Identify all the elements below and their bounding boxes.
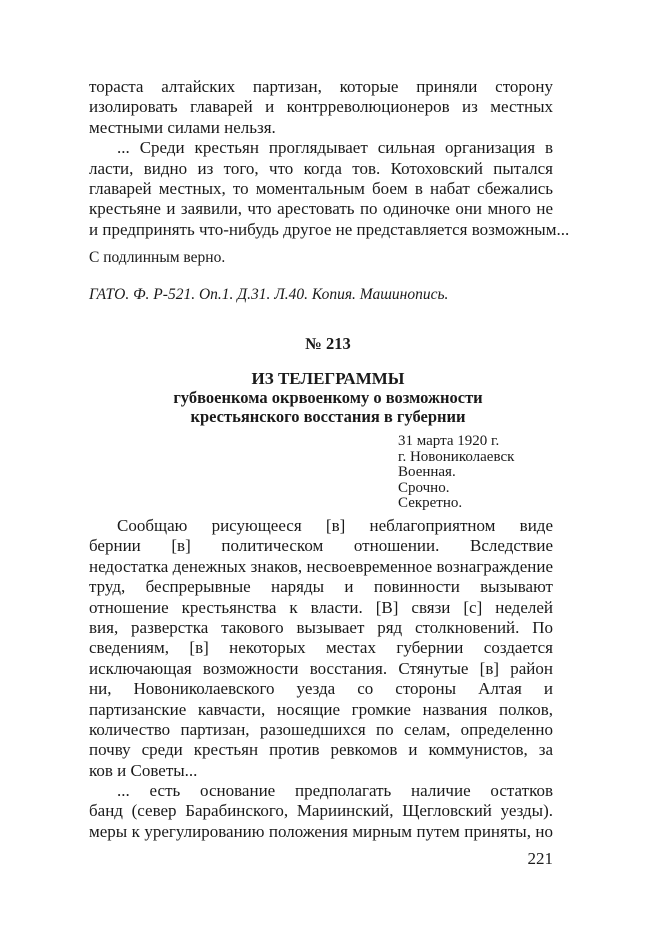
certification-note: С подлинным верно. bbox=[89, 249, 226, 266]
previous-document-text bbox=[89, 77, 570, 240]
text-line: ... есть основание предполагать наличие остатков bbox=[117, 781, 553, 801]
text-line: отношение крестьянства к власти. [В] связи [с] неделей bbox=[89, 597, 553, 617]
text-line: главарей местных, то моментальным боем в набат сбежались bbox=[89, 178, 553, 198]
text-line: меры к урегулированию положения мирным путем приняты, но bbox=[89, 821, 553, 841]
meta-place: г. Новониколаевск bbox=[398, 448, 515, 465]
text-line: исключающая возможности восстания. Стянутые [в] район bbox=[89, 658, 553, 678]
document-title bbox=[0, 369, 656, 426]
text-line: почву среди крестьян против ревкомов и коммунистов, за bbox=[89, 740, 553, 760]
text-line: бернии [в] политическом отношении. Вследствие bbox=[89, 536, 553, 556]
page-number: 221 bbox=[527, 849, 553, 868]
title-main: ИЗ ТЕЛЕГРАММЫ bbox=[251, 369, 405, 388]
meta-date: 31 марта 1920 г. bbox=[398, 433, 500, 449]
meta-urgency: Срочно. bbox=[398, 479, 450, 496]
title-sub-2: крестьянского восстания в губернии bbox=[190, 407, 466, 426]
text-line: Сообщаю рисующееся [в] неблагоприятном виде bbox=[117, 516, 553, 535]
document-meta bbox=[398, 434, 514, 512]
text-line: местными силами нельзя. bbox=[89, 117, 276, 137]
archive-source: ГАТО. Ф. Р-521. Оп.1. Д.31. Л.40. Копия. Машинопись. bbox=[89, 286, 449, 303]
text-line: крестьяне и заявили, что арестовать по одиночке они много не bbox=[89, 199, 553, 219]
text-line: изолировать главарей и контрреволюционеров из местных bbox=[89, 97, 553, 117]
text-line: сведениям, [в] некоторых местах губернии создается bbox=[89, 638, 553, 658]
text-line: тораста алтайских партизан, которые приняли сторону bbox=[89, 77, 553, 96]
title-sub-1: губвоенкома окрвоенкому о возможности bbox=[173, 388, 483, 407]
text-line: ласти, видно из того, что когда тов. Котоховский пытался bbox=[89, 158, 553, 178]
text-line: ни, Новониколаевского уезда со стороны Алтая и bbox=[89, 679, 553, 699]
text-line: партизанские кавчасти, носящие громкие названия полков, bbox=[89, 699, 553, 719]
meta-secrecy: Секретно. bbox=[398, 495, 463, 511]
text-line: ... Среди крестьян проглядывает сильная организация в bbox=[117, 138, 553, 158]
text-line: вия, разверстка такового вызывает ряд столкновений. По bbox=[89, 617, 553, 637]
text-line: количество партизан, разошедшихся по селам, определенно bbox=[89, 719, 553, 739]
meta-type: Военная. bbox=[398, 464, 456, 480]
document-number: № 213 bbox=[305, 334, 351, 353]
text-line: недостатка денежных знаков, несвоевременное вознаграждение bbox=[89, 556, 553, 576]
text-line: ков и Советы... bbox=[89, 760, 198, 780]
text-line: банд (север Барабинского, Мариинский, Щегловский уезды). bbox=[89, 801, 553, 821]
document-body bbox=[89, 516, 553, 842]
text-line: труд, беспрерывные наряды и повинности вызывают bbox=[89, 577, 553, 597]
text-line: и предпринять что-нибудь другое не представляется возможным... bbox=[89, 219, 570, 239]
